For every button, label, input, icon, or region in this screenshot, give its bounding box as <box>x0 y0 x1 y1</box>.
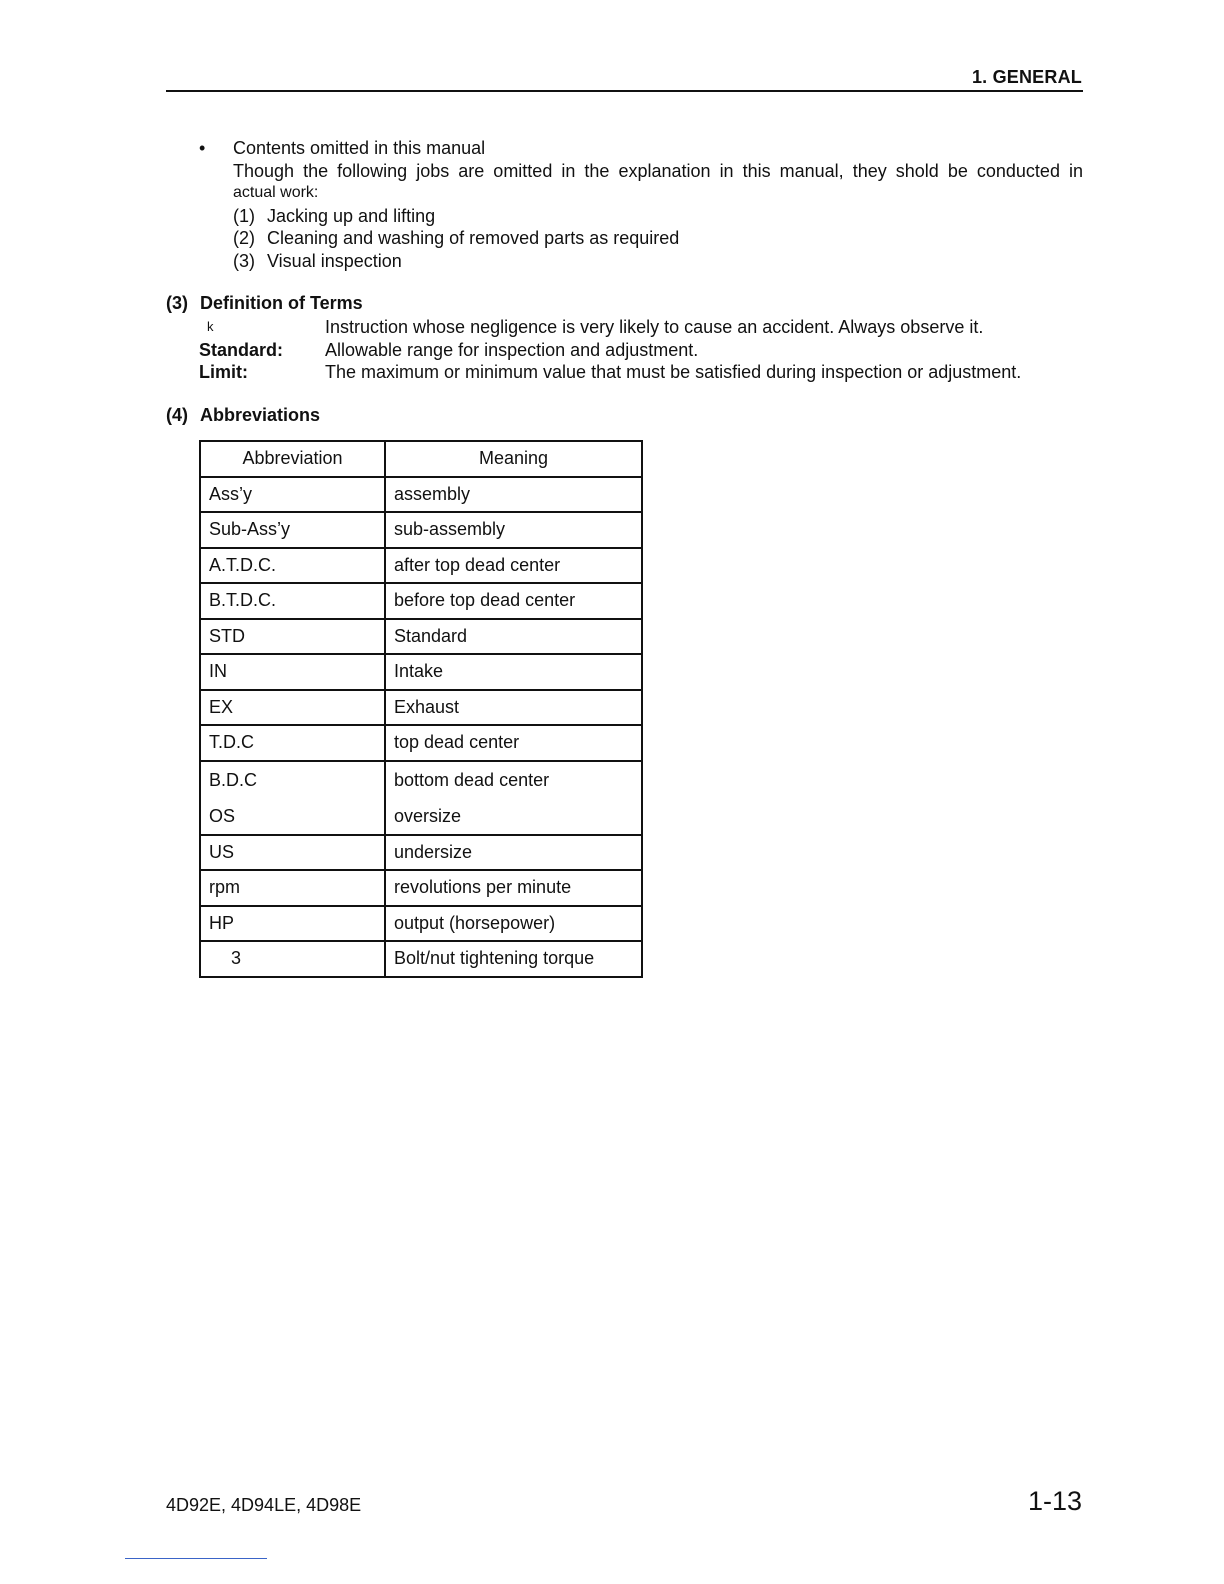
bullet-icon: • <box>199 138 206 158</box>
omitted-contents-block <box>199 137 1083 272</box>
abbreviation-cell <box>200 941 385 977</box>
list-item-text: Visual inspection <box>267 250 402 271</box>
abbreviation-cell <box>200 761 385 835</box>
omitted-description-line-2: actual work: <box>233 184 319 201</box>
header-divider <box>166 90 1083 92</box>
table-row <box>200 619 642 655</box>
meaning-cell: revolutions per minute <box>385 870 642 906</box>
meaning-cell: Standard <box>385 619 642 655</box>
torque-symbol-icon: 3 <box>231 948 242 969</box>
abbreviation-text: B.D.C <box>209 769 258 790</box>
table-header-row <box>200 441 642 477</box>
meaning-cell <box>385 761 642 835</box>
section-number: (4) <box>166 405 188 425</box>
definition-text: Allowable range for inspection and adjustment. <box>325 339 699 360</box>
table-row <box>200 583 642 619</box>
definition-label: Limit: <box>199 362 248 382</box>
definition-row <box>199 361 1021 384</box>
abbreviations-table <box>199 440 643 978</box>
abbreviations-heading <box>166 405 320 426</box>
definition-row <box>199 316 1021 339</box>
abbreviation-cell: T.D.C <box>200 725 385 761</box>
column-header-meaning: Meaning <box>385 441 642 477</box>
meaning-cell: output (horsepower) <box>385 906 642 942</box>
definitions-heading <box>166 293 363 314</box>
omitted-list-item <box>233 227 1083 250</box>
list-item-number: (2) <box>233 228 255 248</box>
abbreviation-text: OS <box>209 805 236 826</box>
meaning-cell: before top dead center <box>385 583 642 619</box>
section-number: (3) <box>166 293 188 313</box>
abbreviation-cell: rpm <box>200 870 385 906</box>
table-row <box>200 690 642 726</box>
meaning-cell: Intake <box>385 654 642 690</box>
list-item-text: Jacking up and lifting <box>267 205 436 226</box>
table-row <box>200 941 642 977</box>
section-title: Abbreviations <box>200 405 321 425</box>
meaning-cell: assembly <box>385 477 642 513</box>
page-header-title: 1. GENERAL <box>971 67 1082 87</box>
list-item-number: (1) <box>233 205 255 226</box>
abbreviation-cell: B.T.D.C. <box>200 583 385 619</box>
table-row <box>200 906 642 942</box>
meaning-cell: sub-assembly <box>385 512 642 548</box>
meaning-cell: top dead center <box>385 725 642 761</box>
table-row <box>200 548 642 584</box>
abbreviation-cell: US <box>200 835 385 871</box>
table-row <box>200 477 642 513</box>
omitted-list-item <box>233 250 1083 273</box>
definitions-list <box>199 316 1021 384</box>
table-row <box>200 870 642 906</box>
abbreviation-cell: HP <box>200 906 385 942</box>
meaning-text: bottom dead center <box>394 769 550 790</box>
list-item-number: (3) <box>233 250 255 271</box>
table-row <box>200 512 642 548</box>
abbreviation-cell: A.T.D.C. <box>200 548 385 584</box>
footer-decorative-line <box>125 1558 267 1559</box>
abbreviation-cell: Sub-Ass’y <box>200 512 385 548</box>
column-header-abbreviation: Abbreviation <box>200 441 385 477</box>
section-title: Definition of Terms <box>200 293 363 313</box>
table-row <box>200 835 642 871</box>
abbreviation-cell: EX <box>200 690 385 726</box>
table-row <box>200 654 642 690</box>
meaning-cell: Bolt/nut tightening torque <box>385 941 642 977</box>
abbreviation-cell: IN <box>200 654 385 690</box>
table-row <box>200 761 642 835</box>
abbreviation-cell: STD <box>200 619 385 655</box>
omitted-heading: Contents omitted in this manual <box>233 138 486 158</box>
definition-row <box>199 339 1021 362</box>
meaning-cell: Exhaust <box>385 690 642 726</box>
meaning-cell: after top dead center <box>385 548 642 584</box>
warning-symbol-icon: k <box>207 319 214 334</box>
meaning-cell: undersize <box>385 835 642 871</box>
definition-label: Standard: <box>199 339 284 360</box>
definition-text: Instruction whose negligence is very likely to cause an accident. Always observe it. <box>325 317 984 337</box>
meaning-text: oversize <box>394 805 462 826</box>
list-item-text: Cleaning and washing of removed parts as required <box>267 228 680 248</box>
omitted-description-line-1: Though the following jobs are omitted in the explanation in this manual, they shold be conducted in <box>233 160 1083 181</box>
table-row <box>200 725 642 761</box>
definition-text: The maximum or minimum value that must be satisfied during inspection or adjustment. <box>325 362 1022 382</box>
omitted-list-item <box>233 205 1083 228</box>
page-number: 1-13 <box>1027 1486 1082 1516</box>
abbreviation-cell: Ass’y <box>200 477 385 513</box>
footer-model-list: 4D92E, 4D94LE, 4D98E <box>166 1495 362 1515</box>
